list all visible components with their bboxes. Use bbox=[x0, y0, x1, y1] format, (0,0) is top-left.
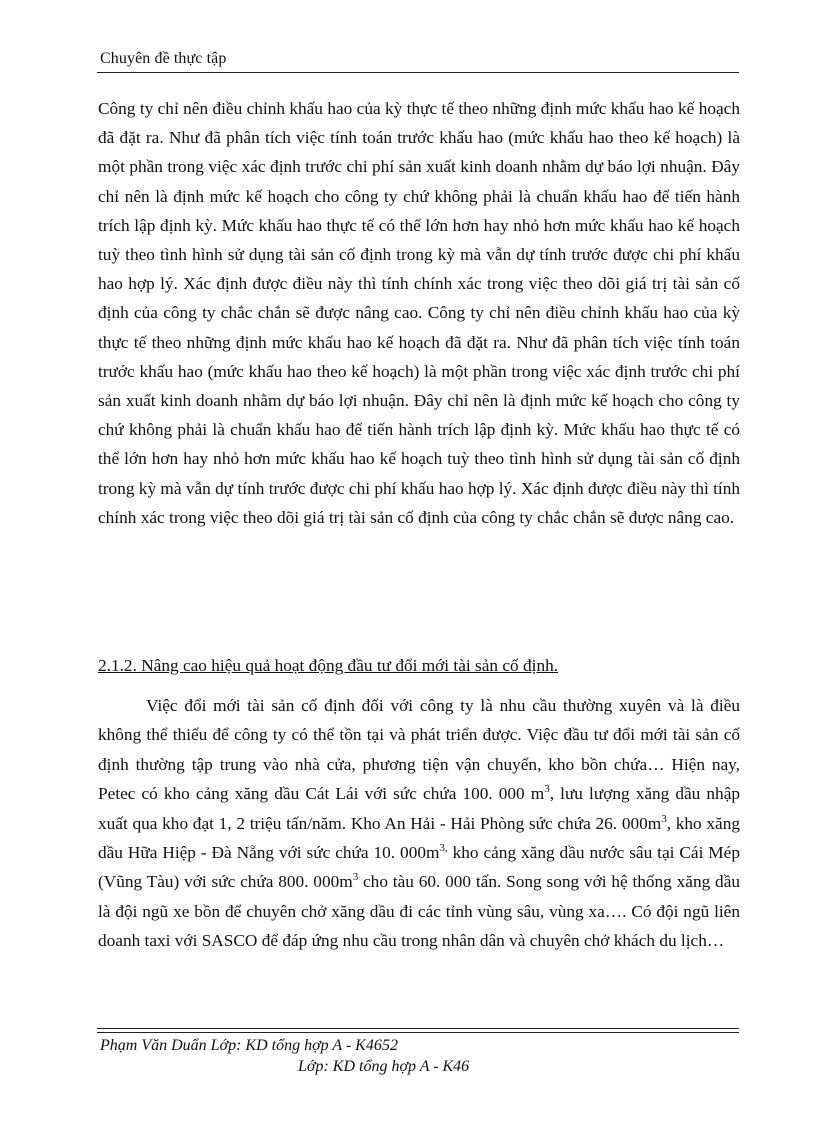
section-heading-2-1-2: 2.1.2. Nâng cao hiệu quả hoạt động đầu tư đổi mới tài sản cố định. bbox=[98, 656, 559, 675]
text-run: cho tàu 60. 000 tấn. Song song với hệ thống xăng dầu là đội ngũ xe bồn để chuyên chở xăng dầu đi các tỉnh vùng sâu, vùng xa…. Có đội ngũ liên doanh taxi với SASCO để đáp ứng nhu cầu trong nhân dân và chuyên chở khách du lịch… bbox=[98, 872, 741, 951]
footer-divider-bottom bbox=[97, 1032, 739, 1033]
superscript: 3 bbox=[544, 783, 550, 796]
section-2-body bbox=[98, 691, 740, 956]
section-1-body bbox=[98, 94, 740, 532]
superscript: 3 bbox=[352, 871, 359, 884]
footer-class: Lớp: KD tổng hợp A - K46 bbox=[298, 1058, 470, 1075]
footer-author-class: Phạm Văn Duẩn Lớp: KD tổng hợp A - K46 bbox=[100, 1037, 382, 1054]
paragraph-asset-renewal bbox=[98, 691, 740, 956]
header-divider bbox=[97, 72, 739, 73]
paragraph-depreciation: Công ty chỉ nên điều chỉnh khấu hao của kỳ thực tế theo những định mức khấu hao kế hoạch đã đặt ra. Như đã phân tích việc tính toán trước khấu hao (mức khấu hao theo kế hoạch) là một phần trong việc xác định trước chi phí sản xuất kinh doanh nhằm dự báo lợi nhuận. Đây chỉ nên là định mức kế hoạch cho công ty chứ không phải là chuẩn khấu hao để tiến hành trích lập định kỳ. Mức khấu hao thực tế có thể lớn hơn hay nhỏ hơn mức khấu hao kế hoạch tuỳ theo tình hình sử dụng tài sản cố định trong kỳ mà vẫn dự tính trước được chi phí khấu hao hợp lý. Xác định được điều này thì tính chính xác trong việc theo dõi giá trị tài sản cố định của công ty chắc chắn sẽ được nâng cao. Công ty chỉ nên điều chỉnh khấu hao của kỳ thực tế theo những định mức khấu hao kế hoạch đã đặt ra. Như đã phân tích việc tính toán trước khấu hao (mức khấu hao theo kế hoạch) là một phần trong việc xác định trước chi phí sản xuất kinh doanh nhằm dự báo lợi nhuận. Đây chỉ nên là định mức kế hoạch cho công ty chứ không phải là chuẩn khấu hao để tiến hành trích lập định kỳ. Mức khấu hao thực tế có thể lớn hơn hay nhỏ hơn mức khấu hao kế hoạch tuỳ theo tình hình sử dụng tài sản cố định trong kỳ mà vẫn dự tính trước được chi phí khấu hao hợp lý. Xác định được điều này thì tính chính xác trong việc theo dõi giá trị tài sản cố định của công ty chắc chắn sẽ được nâng cao. bbox=[98, 99, 740, 527]
text-run: , lưu lượng xăng dầu nhập xuất qua kho đạt 1, 2 triệu tấn/năm. Kho An Hải - Hải Phòng sức chứa 26. 000m bbox=[98, 784, 741, 833]
superscript: 3 bbox=[661, 812, 667, 825]
text-run: Việc đổi mới tài sản cố định đối với công ty là nhu cầu thường xuyên và là điều không thể thiếu để công ty có thể tồn tại và phát triển được. Việc đầu tư đổi mới tài sản cố định thường tập trung vào nhà cửa, phương tiện vận chuyển, kho bồn chứa… Hiện nay, Petec có kho cảng xăng dầu Cát Lái với sức chứa 100. 000 m bbox=[98, 696, 740, 804]
text-run: , kho xăng dầu Hữa Hiệp - Đà Nẵng với sức chứa 10. 000m bbox=[98, 813, 740, 863]
page-header-title: Chuyên đề thực tập bbox=[100, 50, 227, 67]
page-number: 52 bbox=[382, 1037, 398, 1054]
superscript: 3, bbox=[439, 842, 448, 855]
text-run: kho cảng xăng dầu nước sâu tại Cái Mép (Vũng Tàu) với sức chứa 800. 000m bbox=[98, 843, 740, 892]
footer-divider-top bbox=[97, 1028, 739, 1029]
